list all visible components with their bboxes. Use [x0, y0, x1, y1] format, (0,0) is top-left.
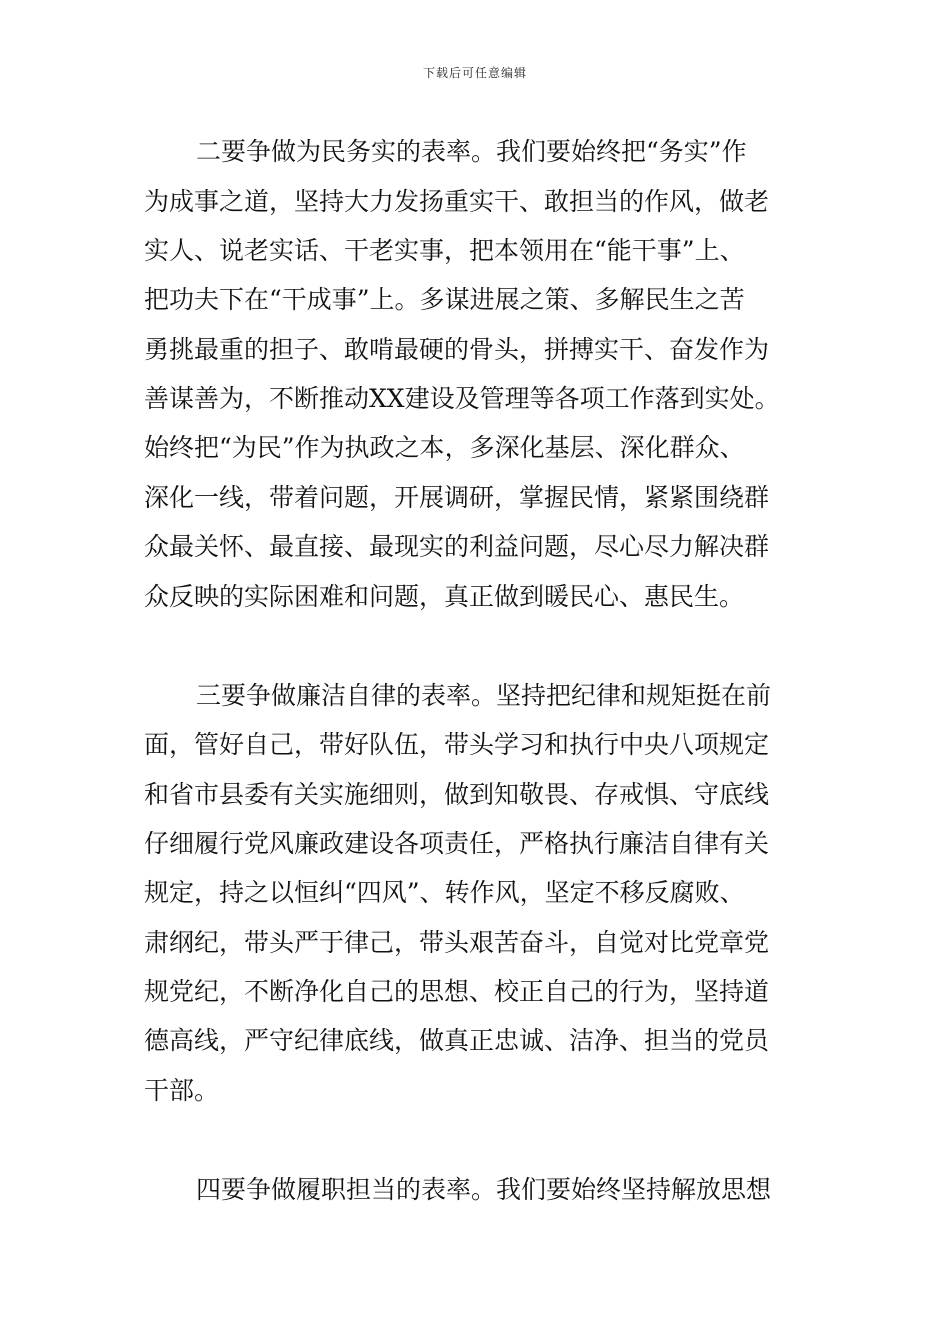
paragraph-2-line-7: 规党纪，不断净化自己的思想、校正自己的行为，坚持道 [144, 977, 770, 1006]
paragraph-1-line-5: 勇挑最重的担子、敢啃最硬的骨头，拼搏实干、奋发作为 [144, 335, 770, 364]
paragraph-3-line-1: 四要争做履职担当的表率。我们要始终坚持解放思想 [196, 1175, 772, 1204]
paragraph-1-line-6: 善谋善为，不断推动XX建设及管理等各项工作落到实处。 [144, 384, 780, 413]
paragraph-2-line-9: 干部。 [144, 1076, 220, 1105]
paragraph-2-line-1: 三要争做廉洁自律的表率。坚持把纪律和规矩挺在前 [196, 681, 772, 710]
paragraph-2-line-4: 仔细履行党风廉政建设各项责任，严格执行廉洁自律有关 [144, 829, 770, 858]
page-header: 下载后可任意编辑 [422, 66, 527, 80]
paragraph-2-line-8: 德高线，严守纪律底线，做真正忠诚、洁净、担当的党员 [144, 1026, 770, 1055]
paragraph-1-line-2: 为成事之道，坚持大力发扬重实干、敢担当的作风，做老 [144, 187, 770, 216]
paragraph-2-line-3: 和省市县委有关实施细则，做到知敬畏、存戒惧、守底线 [144, 780, 770, 809]
paragraph-1-line-1: 二要争做为民务实的表率。我们要始终把“务实”作 [196, 137, 747, 166]
paragraph-1-line-9: 众最关怀、最直接、最现实的利益问题，尽心尽力解决群 [144, 532, 770, 561]
paragraph-1-line-10: 众反映的实际困难和问题，真正做到暖民心、惠民生。 [144, 582, 745, 611]
paragraph-2-line-6: 肃纲纪，带头严于律己，带头艰苦奋斗，自觉对比党章党 [144, 928, 770, 957]
paragraph-1-line-4: 把功夫下在“干成事”上。多谋进展之策、多解民生之苦 [144, 285, 745, 314]
paragraph-1-line-7: 始终把“为民”作为执政之本，多深化基层、深化群众、 [144, 433, 745, 462]
paragraph-2-line-5: 规定，持之以恒纠“四风”、转作风，坚定不移反腐败、 [144, 878, 745, 907]
paragraph-1-line-3: 实人、说老实话、干老实事，把本领用在“能干事”上、 [144, 236, 745, 265]
paragraph-1-line-8: 深化一线，带着问题，开展调研，掌握民情，紧紧围绕群 [144, 483, 770, 512]
paragraph-2-line-2: 面，管好自己，带好队伍，带头学习和执行中央八项规定 [144, 730, 770, 759]
